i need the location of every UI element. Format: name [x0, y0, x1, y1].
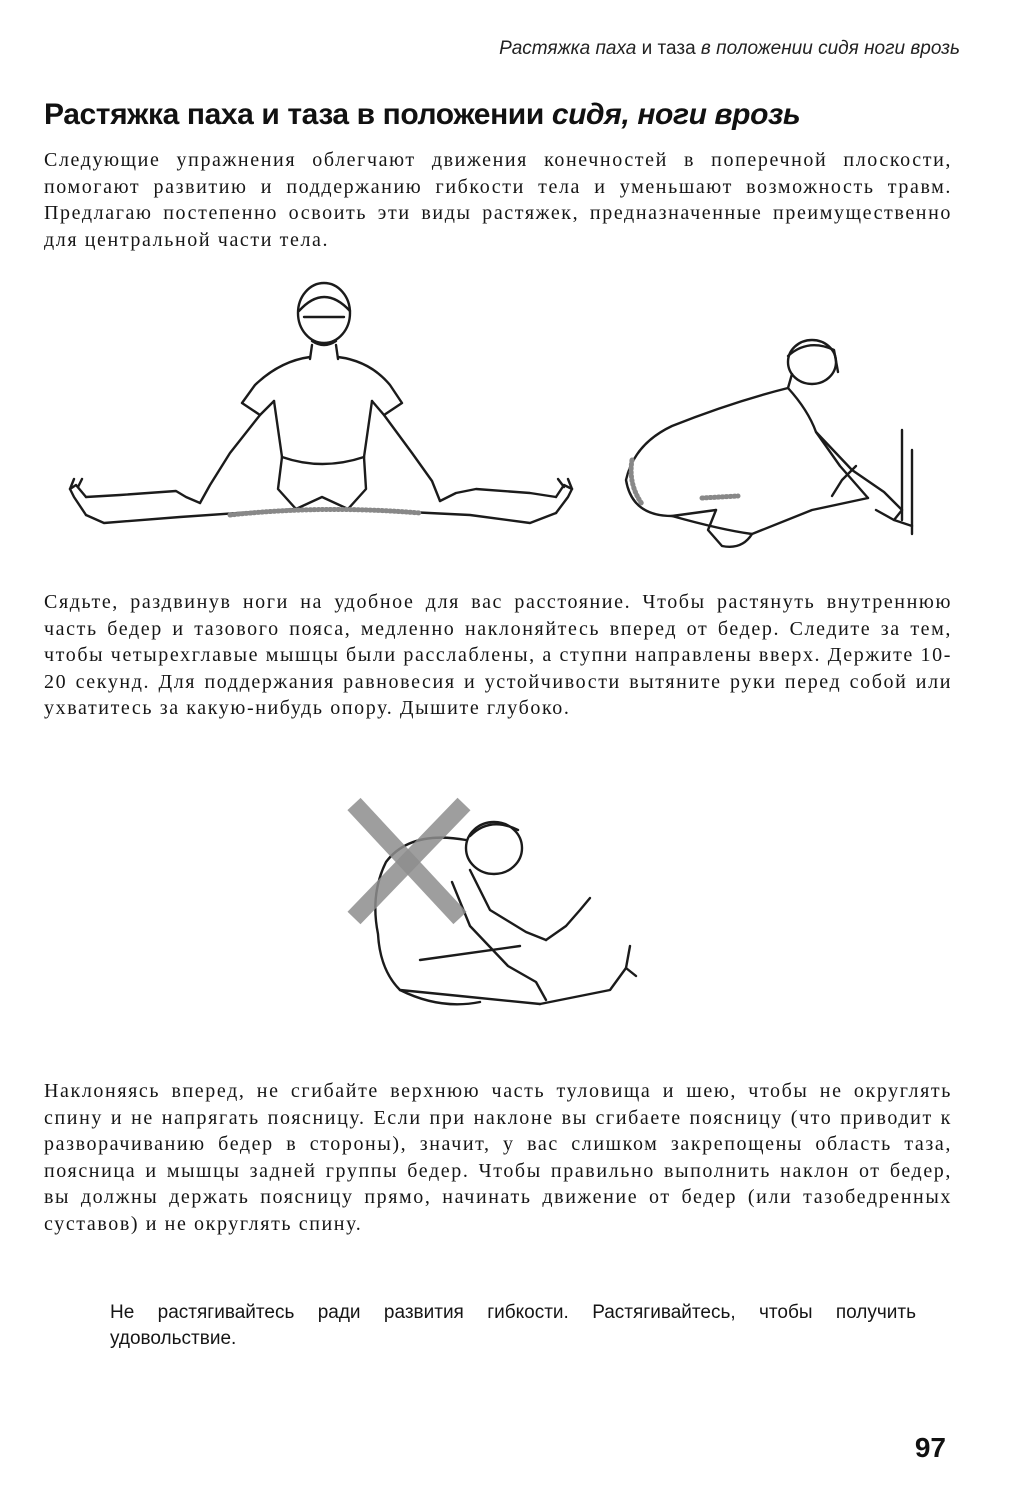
page-number: 97: [914, 1432, 946, 1463]
page-title: [44, 98, 800, 132]
running-head-italic-1: Растяжка паха: [499, 38, 637, 59]
running-head-upright: и таза: [636, 38, 701, 59]
caution-paragraph: Наклоняясь вперед, не сгибайте верхнюю часть туловища и шею, чтобы не округлять спину и не напрягать поясницу. Если при наклоне вы сгибаете поясницу (что приводит к разворачиванию бедер в стороны), значит, у вас слишком закрепощены область таза, поясница и мышцы задней группы бедер. Чтобы правильно выполнить наклон от бедер, вы должны держать поясницу прямо, начинать движение от бедер (или тазобедренных суставов) и не округлять спину.: [44, 1080, 952, 1235]
instructions-paragraph: Сядьте, раздвинув ноги на удобное для вас расстояние. Чтобы растянуть внутреннюю часть бедер и тазового пояса, медленно наклоняйтесь вперед от бедер. Следите за тем, чтобы четырехглавые мышцы были расслаблены, а ступни направлены вверх. Держите 10-20 секунд. Для поддержания равновесия и устойчивости вытяните руки перед собой или ухватитесь за какую-нибудь опору. Дышите глубоко.: [44, 591, 952, 719]
straddle-side-illustration: [612, 320, 942, 560]
title-italic: сидя, ноги врозь: [551, 98, 801, 131]
running-head: [499, 38, 960, 60]
intro-paragraph: Следующие упражнения облегчают движения конечностей в поперечной плоскости, помогают развитию и поддержанию гибкости тела и уменьшают возможность травм. Предлагаю постепенно освоить эти виды растяжек, предназначенные преимущественно для центральной части тела.: [44, 149, 952, 251]
straddle-front-illustration: [60, 275, 580, 555]
incorrect-posture-illustration: [340, 800, 660, 1030]
running-head-italic-2: в положении сидя ноги врозь: [700, 38, 960, 59]
tip-note: Не растягивайтесь ради развития гибкости. Растягивайтесь, чтобы получить удовольствие.: [110, 1302, 916, 1349]
title-regular: Растяжка паха и таза в положении: [44, 98, 552, 131]
